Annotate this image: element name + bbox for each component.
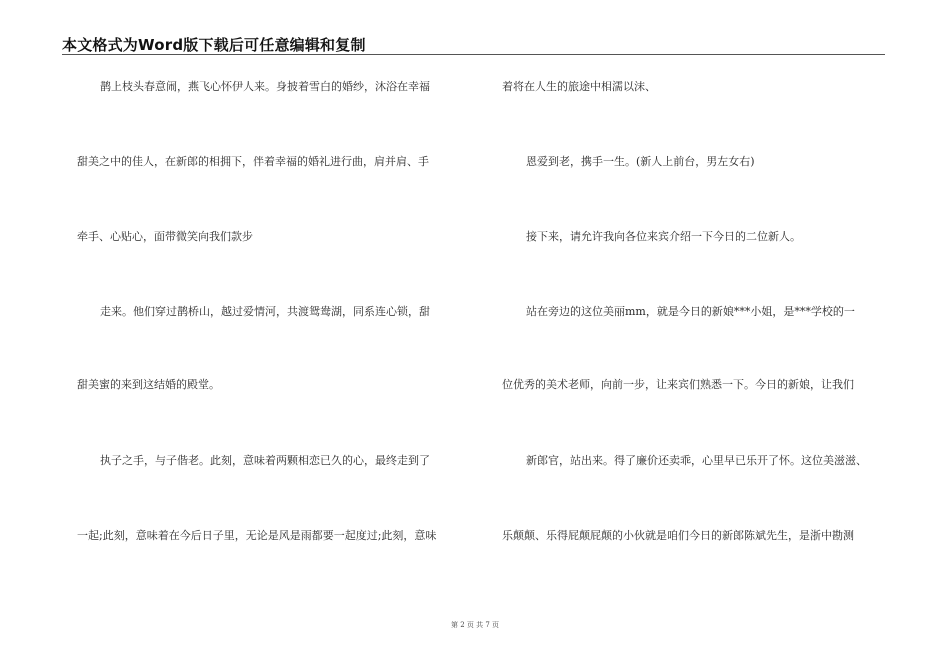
text-line: 接下来，请允许我向各位来宾介绍一下今日的二位新人。: [526, 230, 801, 243]
text-line: 站在旁边的这位美丽mm，就是今日的新娘***小姐，是***学校的一: [526, 305, 855, 318]
text-line: 鹊上枝头春意闹，燕飞心怀伊人来。身披着雪白的婚纱，沐浴在幸福: [100, 80, 430, 93]
text-line: 走来。他们穿过鹊桥山，越过爱情河，共渡鸳鸯湖，同系连心锁，甜: [100, 305, 430, 318]
text-line: 新郎官，站出来。得了廉价还卖乖，心里早已乐开了怀。这位美滋滋、: [526, 454, 867, 467]
text-line: 执子之手，与子偕老。此刻，意味着两颗相恋已久的心，最终走到了: [100, 454, 430, 467]
text-line: 一起;此刻，意味着在今后日子里，无论是风是雨都要一起度过;此刻，意味: [77, 529, 437, 542]
page-number-footer: 第 2 页 共 7 页: [450, 621, 500, 629]
left-text-column: [62, 0, 462, 672]
text-line: 乐颠颠、乐得屁颠屁颠的小伙就是咱们今日的新郎陈斌先生，是浙中勘测: [502, 529, 854, 542]
right-text-column: [500, 0, 900, 672]
text-line: 位优秀的美术老师，向前一步，让来宾们熟悉一下。今日的新娘，让我们: [502, 378, 854, 391]
document-header-title: 本文格式为Word版下载后可任意编辑和复制: [62, 36, 366, 54]
text-line: 甜美之中的佳人，在新郎的相拥下，伴着幸福的婚礼进行曲，肩并肩、手: [77, 155, 429, 168]
text-line: 牵手、心贴心，面带微笑向我们款步: [77, 230, 253, 243]
text-line: 甜美蜜的来到这结婚的殿堂。: [77, 378, 220, 391]
text-line: 着将在人生的旅途中相濡以沫、: [502, 80, 656, 93]
text-line: 恩爱到老，携手一生。(新人上前台，男左女右): [526, 155, 755, 168]
